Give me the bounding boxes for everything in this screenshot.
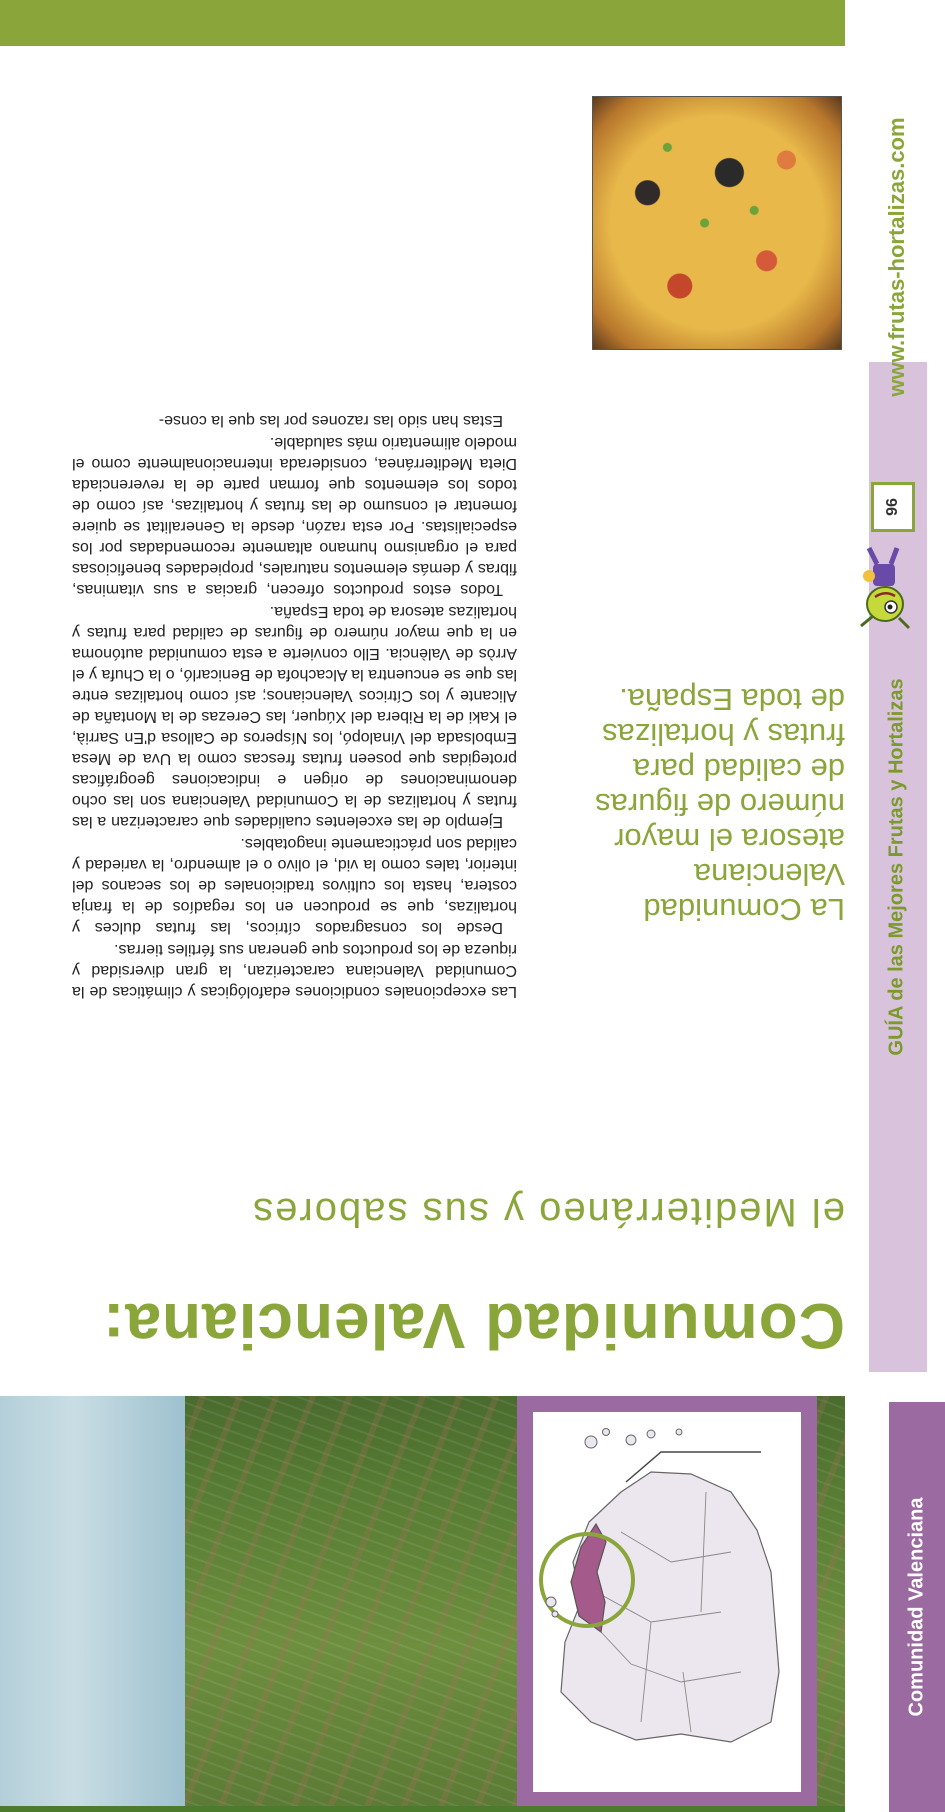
region-tab-label: Comunidad Valenciana (905, 1497, 928, 1717)
fruit-mascot-icon (851, 544, 921, 634)
website-url[interactable]: www.frutas-hortalizas.com (884, 117, 909, 397)
paella-photo (592, 96, 842, 350)
top-green-stripe (0, 0, 945, 46)
body-paragraph: Desde los consagrados cítricos, las frutas dulces y hortalizas, que se producen en los regadíos de la franja costera, hasta los cultivos tradicionales de los secanos del interior, tales como la vid, el olivo o el almendro, la variedad y calidad son prácticamente inagotables. (72, 835, 517, 936)
guide-title: GUÍA de las Mejores Frutas y Hortalizas (885, 678, 908, 1056)
page-subtitle: el Mediterráneo y sus sabores (251, 1190, 845, 1234)
body-paragraph: Las excepcionales condiciones edafológicas y climáticas de la Comunidad Valenciana caracterizan, la gran diversidad y riqueza de los productos que generan sus fértiles tierras. (72, 941, 517, 1000)
page-title: Comunidad Valenciana: (102, 1290, 845, 1362)
body-paragraph: Todos estos productos ofrecen, gracias a sus vitaminas, fibras y demás elementos naturales, propiedades beneficiosas para el organismo humano altamente recomendadas por los especialistas. Por esta razón, desde la Generalitat se quiere fomentar el consumo de las frutas y hortalizas, así como de todos los elementos que forman parte de la reverenciada Dieta Mediterránea, considerada internacionalmente como el modelo alimentario más saludable. (72, 434, 517, 598)
pull-quote: La Comunidad Valenciana atesora el mayor número de figuras de calidad para frutas y hortalizas de toda España. (595, 682, 845, 927)
page-number: 96 (884, 498, 902, 516)
body-paragraph: Estas han sido las razones por las que la conse- (158, 412, 503, 429)
spain-region-map (533, 1412, 801, 1792)
body-text (72, 409, 517, 1002)
body-paragraph: Ejemplo de las excelentes cualidades que caracterizan a las frutas y hortalizas de la Comunidad Valenciana son las ocho denominaciones de origen e indicaciones geográficas protegidas que poseen frutas frescas como la Uva de Mesa Embolsada del Vinalopó, los Nísperos de Callosa d'En Sarrià, el Kaki de la Ribera del Xúquer, las Cerezas de la Montaña de Alicante y los Cítricos Valencianos; así como hortalizas entre las que se encuentra la Alcachofa de Benicarló, o la Chufa y el Arròs de València. Ello convierte a esta comunidad autónoma en la que mayor número de figuras de calidad para frutas y hortalizas atesora de toda España. (72, 603, 517, 830)
photo-edge (0, 1806, 845, 1812)
water-strip (0, 1396, 185, 1812)
page-number-box (871, 482, 915, 532)
